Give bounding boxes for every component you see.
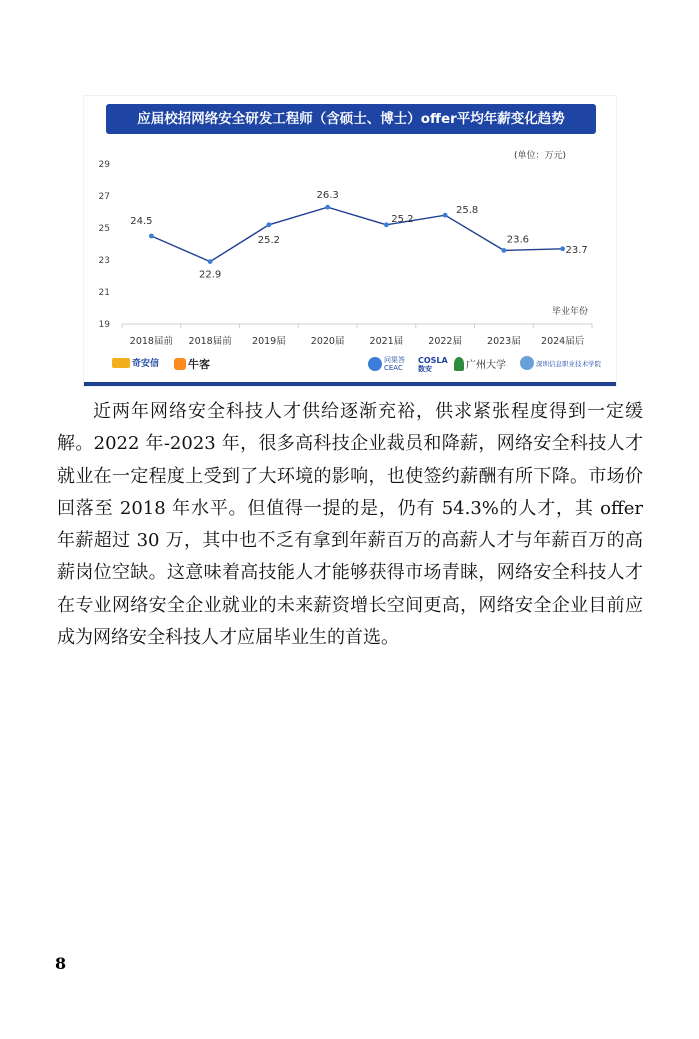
y-tick-label: 23 [98, 256, 110, 266]
data-point [443, 213, 448, 218]
data-label: 25.2 [257, 234, 281, 246]
shenzhen-institute-logo-icon [520, 356, 534, 370]
data-point [560, 246, 565, 251]
salary-trend-figure [84, 96, 616, 386]
wenqu-logo-icon [368, 357, 382, 371]
x-tick-label: 2023届 [487, 336, 521, 347]
series-line [151, 207, 562, 261]
y-tick-label: 21 [98, 288, 110, 298]
x-tick-label: 2018届前 [188, 336, 232, 347]
data-label: 25.8 [455, 205, 479, 217]
x-tick-label: 2024届后 [541, 336, 585, 347]
logo-cosla: COSLA 数安 [418, 356, 448, 373]
y-tick-label: 29 [98, 160, 110, 170]
data-point [384, 222, 389, 227]
x-tick-label: 2018届前 [129, 336, 173, 347]
data-point [266, 222, 271, 227]
sponsor-logo-row [84, 352, 616, 376]
niuke-logo-icon [174, 358, 186, 370]
chart-title: 应届校招网络安全研发工程师（含硕士、博士）offer平均年薪变化趋势 [106, 104, 596, 134]
chart-unit: (单位：万元) [513, 151, 566, 161]
data-point [325, 205, 330, 210]
logo-niuke: 牛客 [174, 356, 210, 372]
data-point [208, 259, 213, 264]
data-label: 23.7 [565, 244, 588, 256]
data-label: 24.5 [130, 216, 153, 227]
data-label: 26.3 [316, 190, 339, 202]
y-tick-label: 19 [98, 320, 110, 330]
logo-qianxin: 奇安信 [112, 356, 159, 369]
x-tick-label: 2021届 [369, 336, 404, 347]
x-tick-label: 2022届 [428, 336, 462, 347]
guangzhou-university-logo-icon [454, 357, 464, 371]
salary-line-chart [84, 96, 616, 382]
data-label: 25.2 [391, 213, 414, 225]
x-tick-label: 2020届 [310, 336, 345, 347]
data-label: 23.6 [506, 234, 530, 246]
logo-guangzhou-university: 广州大学 [454, 356, 506, 371]
body-paragraph: 近两年网络安全科技人才供给逐渐充裕，供求紧张程度得到一定缓解。2022 年-2023 年，很多高科技企业裁员和降薪，网络安全科技人才就业在一定程度上受到了大环境的影响，也使签约薪酬有所下降。市场价回落至 2018 年水平。但值得一提的是，仍有 54.3%的人才，其 offer 年薪超过 30 万，其中也不乏有拿到年薪百万的高薪人才与年薪百万的高薪岗位空缺。这意味着高技能人才能够获得市场青睐，网络安全科技人才在专业网络安全企业就业的未来薪资增长空间更高，网络安全企业目前应成为网络安全科技人才应届毕业生的首选。 [57, 401, 643, 649]
qianxin-logo-icon [112, 358, 130, 368]
logo-wenqu: 问渠答 CEAC [368, 356, 405, 372]
x-tick-label: 2019届 [252, 336, 286, 347]
y-tick-label: 27 [98, 192, 110, 202]
page-number: 8 [55, 954, 67, 973]
x-axis-title: 毕业年份 [551, 307, 588, 317]
logo-shenzhen-institute: 深圳信息职业技术学院 [520, 356, 601, 370]
y-tick-label: 25 [98, 224, 110, 234]
data-label: 22.9 [198, 269, 222, 281]
data-point [501, 248, 506, 253]
data-point [149, 234, 154, 239]
